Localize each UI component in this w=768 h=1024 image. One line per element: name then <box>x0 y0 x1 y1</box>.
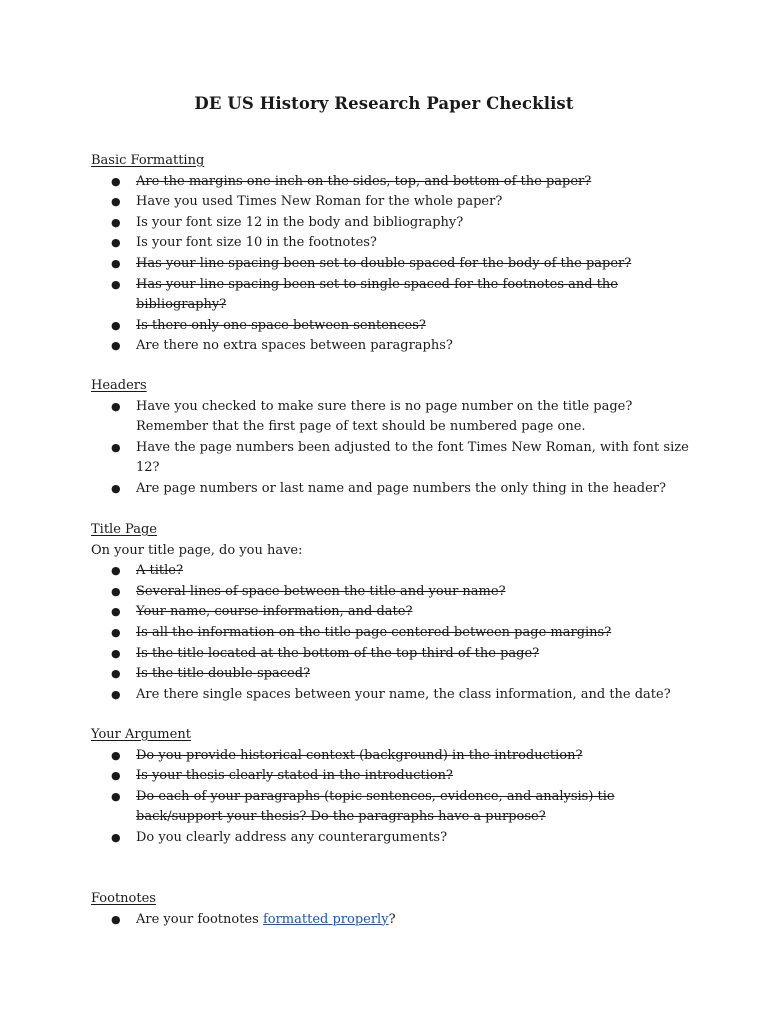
bullet-icon: ● <box>111 236 121 250</box>
bullet-icon: ● <box>111 687 121 701</box>
list-item <box>91 254 696 275</box>
bullet-icon: ● <box>111 318 121 332</box>
list-item <box>91 746 696 767</box>
list-item-text: Is your font size 10 in the footnotes? <box>136 235 377 251</box>
section-basic-formatting <box>91 151 691 357</box>
list-item-text: Several lines of space between the title and your name? <box>136 583 506 599</box>
list-item <box>91 787 696 828</box>
list-item <box>91 172 696 193</box>
bullet-icon: ● <box>111 646 121 660</box>
bullet-icon: ● <box>111 748 121 762</box>
title-page-intro: On your title page, do you have: <box>91 542 303 558</box>
document-title: DE US History Research Paper Checklist <box>194 94 574 113</box>
list-item <box>91 582 696 603</box>
list-item-text: Is the title located at the bottom of the top third of the page? <box>136 645 540 661</box>
list-item-text: Has your line spacing been set to single spaced for the footnotes and the bibliography? <box>136 276 618 313</box>
bullet-icon: ● <box>111 667 121 681</box>
list-item <box>91 664 696 685</box>
bullet-icon: ● <box>111 912 121 926</box>
checklist-footnotes <box>91 910 691 931</box>
list-item <box>91 275 696 316</box>
bullet-icon: ● <box>111 830 121 844</box>
list-item <box>91 910 696 931</box>
footnotes-item-suffix: ? <box>388 911 396 927</box>
list-item <box>91 561 696 582</box>
list-item-text: Is there only one space between sentences? <box>136 317 426 333</box>
formatted-properly-link[interactable]: formatted properly <box>262 911 389 927</box>
list-item <box>91 316 696 337</box>
section-title-page <box>91 520 691 705</box>
list-item <box>91 479 696 500</box>
checklist-your-argument <box>91 746 691 849</box>
section-heading-title-page: Title Page <box>91 522 157 537</box>
list-item <box>91 336 696 357</box>
section-headers <box>91 376 691 500</box>
list-item <box>91 213 696 234</box>
bullet-icon: ● <box>111 481 121 495</box>
checklist-basic-formatting <box>91 172 691 357</box>
checklist-title-page <box>91 561 691 705</box>
list-item-text: Are page numbers or last name and page numbers the only thing in the header? <box>136 480 666 496</box>
section-heading-your-argument: Your Argument <box>91 727 191 742</box>
bullet-icon: ● <box>111 769 121 783</box>
list-item <box>91 192 696 213</box>
list-item <box>91 685 696 706</box>
bullet-icon: ● <box>111 440 121 454</box>
list-item-text: Your name, course information, and date? <box>136 604 413 620</box>
list-item-text: Have you used Times New Roman for the whole paper? <box>136 194 503 210</box>
list-item <box>91 233 696 254</box>
checklist-headers <box>91 397 691 500</box>
bullet-icon: ● <box>111 625 121 639</box>
section-your-argument <box>91 725 691 849</box>
list-item-text: Is all the information on the title page centered between page margins? <box>136 624 612 640</box>
section-footnotes <box>91 889 691 930</box>
bullet-icon: ● <box>111 564 121 578</box>
list-item-text: Do you clearly address any counterarguments? <box>136 829 448 845</box>
section-heading-headers: Headers <box>91 378 147 393</box>
bullet-icon: ● <box>111 277 121 291</box>
list-item-text: Is the title double-spaced? <box>136 666 311 682</box>
list-item <box>91 623 696 644</box>
footnotes-item-prefix: Are your footnotes <box>136 911 263 927</box>
list-item <box>91 602 696 623</box>
list-item-text: Are there no extra spaces between paragraphs? <box>136 338 453 354</box>
bullet-icon: ● <box>111 195 121 209</box>
list-item <box>91 644 696 665</box>
list-item-text: Do you provide historical context (background) in the introduction? <box>136 747 583 763</box>
list-item <box>91 438 696 479</box>
bullet-icon: ● <box>111 256 121 270</box>
list-item-text: Have the page numbers been adjusted to the font Times New Roman, with font size 12? <box>136 439 689 476</box>
list-item-text: Are the margins one inch on the sides, top, and bottom of the paper? <box>136 173 592 189</box>
list-item-text: Are there single spaces between your name, the class information, and the date? <box>136 686 671 702</box>
section-heading-basic-formatting: Basic Formatting <box>91 153 205 168</box>
list-item-text: Have you checked to make sure there is no page number on the title page? Remember that the first page of text should be numbered page one. <box>136 398 633 435</box>
bullet-icon: ● <box>111 339 121 353</box>
bullet-icon: ● <box>111 174 121 188</box>
list-item <box>91 828 696 849</box>
list-item-text: Is your thesis clearly stated in the introduction? <box>136 768 453 784</box>
bullet-icon: ● <box>111 215 121 229</box>
bullet-icon: ● <box>111 789 121 803</box>
bullet-icon: ● <box>111 584 121 598</box>
list-item-text: Has your line spacing been set to double spaced for the body of the paper? <box>136 255 632 271</box>
bullet-icon: ● <box>111 605 121 619</box>
list-item-text <box>136 912 396 927</box>
list-item-text: Do each of your paragraphs (topic sentences, evidence, and analysis) tie back/support your thesis? Do the paragraphs have a purpose? <box>136 788 615 825</box>
section-heading-footnotes: Footnotes <box>91 891 156 906</box>
list-item-text: A title? <box>136 563 183 579</box>
list-item-text: Is your font size 12 in the body and bibliography? <box>136 214 464 230</box>
list-item <box>91 397 696 438</box>
list-item <box>91 766 696 787</box>
bullet-icon: ● <box>111 399 121 413</box>
